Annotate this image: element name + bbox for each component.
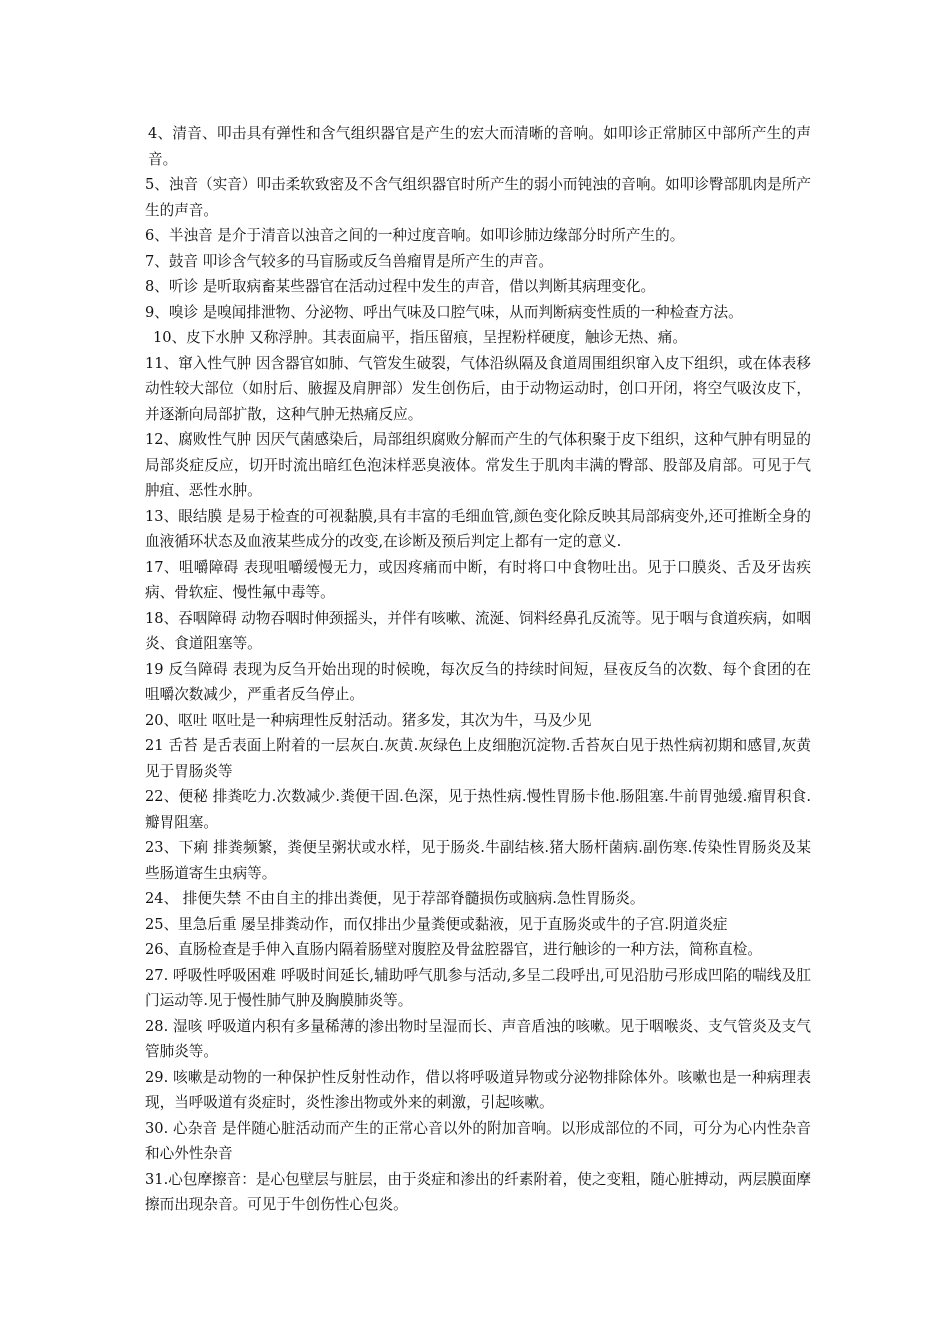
paragraph-30: 30. 心杂音 是伴随心脏活动而产生的正常心音以外的附加音响。以形成部位的不同，可分为心内性杂音和心外性杂音: [145, 1119, 811, 1162]
paragraph-9: 9、嗅诊 是嗅闻排泄物、分泌物、呼出气味及口腔气味，从而判断病变性质的一种检查方法。: [145, 303, 743, 321]
paragraph-12: 12、腐败性气肿 因厌气菌感染后，局部组织腐败分解而产生的气体积聚于皮下组织，这种气肿有明显的局部炎症反应，切开时流出暗红色泡沫样恶臭液体。常发生于肌肉丰满的臀部、股部及肩部。可见于气肿疽、恶性水肿。: [145, 431, 811, 499]
paragraph-23: 23、下痢 排粪频繁，粪便呈粥状或水样，见于肠炎.牛副结核.猪大肠杆菌病.副伤寒.传染性胃肠炎及某些肠道寄生虫病等。: [145, 839, 811, 882]
paragraph-28: 28. 湿咳 呼吸道内积有多量稀薄的渗出物时呈湿而长、声音盾浊的咳嗽。见于咽喉炎、支气管炎及支气管肺炎等。: [145, 1017, 811, 1060]
paragraph-31: 31.心包摩擦音：是心包壁层与脏层，由于炎症和渗出的纤素附着，使之变粗，随心脏搏动，两层膜面摩擦而出现杂音。可见于牛创伤性心包炎。: [145, 1170, 811, 1213]
paragraph-22: 22、便秘 排粪吃力.次数减少.粪便干固.色深，见于热性病.慢性胃肠卡他.肠阻塞.牛前胃弛缓.瘤胃积食.瓣胃阻塞。: [145, 788, 811, 831]
document-body: [145, 121, 811, 1218]
paragraph-13: 13、眼结膜 是易于检查的可视黏膜,具有丰富的毛细血管,颜色变化除反映其局部病变外,还可推断全身的血液循环状态及血液某些成分的改变,在诊断及预后判定上都有一定的意义.: [145, 507, 811, 550]
paragraph-29: 29. 咳嗽是动物的一种保护性反射性动作，借以将呼吸道异物或分泌物排除体外。咳嗽也是一种病理表现，当呼吸道有炎症时，炎性渗出物或外来的刺激，引起咳嗽。: [145, 1068, 811, 1111]
paragraph-17: 17、咀嚼障碍 表现咀嚼缓慢无力，或因疼痛而中断，有时将口中食物吐出。见于口膜炎、舌及牙齿疾病、骨软症、慢性氟中毒等。: [145, 558, 811, 601]
paragraph-20: 20、呕吐 呕吐是一种病理性反射活动。猪多发，其次为牛，马及少见: [145, 711, 592, 729]
paragraph-8: 8、听诊 是听取病畜某些器官在活动过程中发生的声音，借以判断其病理变化。: [145, 278, 656, 295]
paragraph-7: 7、鼓音 叩诊含气较多的马盲肠或反刍兽瘤胃是所产生的声音。: [145, 252, 553, 270]
paragraph-6: 6、半浊音 是介于清音以浊音之间的一种过度音响。如叩诊肺边缘部分时所产生的。: [145, 227, 685, 244]
paragraph-10: 10、皮下水肿 又称浮肿。其表面扁平，指压留痕，呈捏粉样硬度，触诊无热、痛。: [153, 329, 687, 346]
paragraph-18: 18、吞咽障碍 动物吞咽时伸颈摇头，并伴有咳嗽、流涎、饲料经鼻孔反流等。见于咽与食道疾病，如咽炎、食道阻塞等。: [145, 609, 811, 652]
paragraph-26: 26、直肠检查是手伸入直肠内隔着肠壁对腹腔及骨盆腔器官，进行触诊的一种方法，简称直检。: [145, 941, 762, 958]
paragraph-27: 27. 呼吸性呼吸困难 呼吸时间延长,辅助呼气肌参与活动,多呈二段呼出,可见沿肋弓形成凹陷的喘线及肛门运动等.见于慢性肺气肿及胸膜肺炎等。: [145, 966, 811, 1009]
paragraph-25: 25、里急后重 屡呈排粪动作，而仅排出少量粪便或黏液，见于直肠炎或牛的子宫.阴道炎症: [145, 915, 728, 933]
paragraph-21: 21 舌苔 是舌表面上附着的一层灰白.灰黄.灰绿色上皮细胞沉淀物.舌苔灰白见于热性病初期和感冒,灰黄见于胃肠炎等: [145, 737, 811, 780]
paragraph-24: 24、 排便失禁 不由自主的排出粪便，见于荐部脊髓损伤或脑病.急性胃肠炎。: [145, 890, 645, 907]
paragraph-5: 5、浊音（实音）叩击柔软致密及不含气组织器官时所产生的弱小而钝浊的音响。如叩诊臀部肌肉是所产生的声音。: [145, 176, 812, 219]
paragraph-19: 19 反刍障碍 表现为反刍开始出现的时候晚，每次反刍的持续时间短，昼夜反刍的次数、每个食团的在咀嚼次数减少，严重者反刍停止。: [145, 660, 811, 703]
paragraph-4: 4、清音、叩击具有弹性和含气组织器官是产生的宏大而清晰的音响。如叩诊正常肺区中部所产生的声音。: [148, 125, 811, 168]
paragraph-11: 11、窜入性气肿 因含器官如肺、气管发生破裂，气体沿纵隔及食道周围组织窜入皮下组织，或在体表移动性较大部位（如肘后、腋握及肩胛部）发生创伤后，由于动物运动时，创口开闭，将空气吸汝皮下，并逐渐向局部扩散，这种气肿无热痛反应。: [145, 354, 811, 423]
